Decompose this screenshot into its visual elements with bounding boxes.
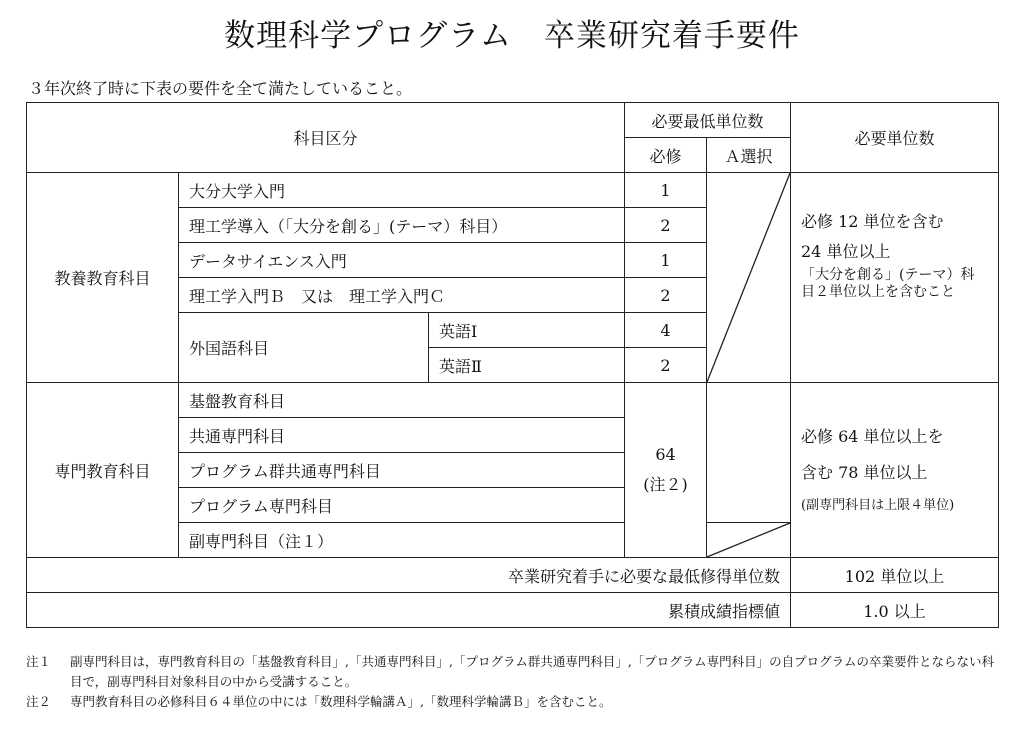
header-needed-units: 必要単位数 — [791, 103, 999, 173]
summary-gpa-value: 1.0 以上 — [791, 593, 999, 628]
liberal-row-name: 大分大学入門 — [179, 173, 625, 208]
foreign-language-item: 英語Ⅱ — [429, 348, 625, 383]
specialized-label: 専門教育科目 — [27, 383, 179, 558]
footnote-text: 専門教育科目の必修科目６４単位の中には「数理科学輪講Ａ」,「数理科学輪講Ｂ」を含むこと。 — [70, 694, 612, 709]
intro-text: ３年次終了時に下表の要件を全て満たしていること。 — [28, 79, 413, 98]
specialized-row-name: プログラム群共通専門科目 — [179, 453, 625, 488]
foreign-language-label: 外国語科目 — [179, 313, 429, 383]
liberal-row-name: 理工学入門Ｂ 又は 理工学入門Ｃ — [179, 278, 625, 313]
diagonal-line — [707, 173, 790, 382]
specialized-row-name: 共通専門科目 — [179, 418, 625, 453]
specialized-row-name: プログラム専門科目 — [179, 488, 625, 523]
foreign-language-units: 2 — [625, 348, 707, 383]
foreign-language-units: 4 — [625, 313, 707, 348]
summary-min-units-value: 102 単位以上 — [791, 558, 999, 593]
summary-min-units-label: 卒業研究着手に必要な最低修得単位数 — [27, 558, 791, 593]
header-required: 必修 — [625, 138, 707, 173]
header-a-elective: Ａ選択 — [707, 138, 791, 173]
specialized-requirement-line2: 含む 78 単位以上 — [801, 463, 928, 482]
liberal-row-units: 1 — [625, 173, 707, 208]
header-category: 科目区分 — [27, 103, 625, 173]
foreign-language-item: 英語Ⅰ — [429, 313, 625, 348]
footnote-key: 注１ — [26, 654, 52, 669]
specialized-a-elective-empty — [707, 383, 791, 523]
footnote-text: 副専門科目は，専門教育科目の「基盤教育科目」,「共通専門科目」,「プログラム群共通専門科目」,「プログラム専門科目」の自プログラムの卒業要件とならない科目で，副専門科目対象科目の中から受講すること。 — [70, 654, 995, 689]
liberal-requirement-line2: 24 単位以上 — [801, 242, 891, 261]
summary-gpa-label: 累積成績指標値 — [27, 593, 791, 628]
footnote-key: 注２ — [26, 694, 52, 709]
liberal-row-units: 2 — [625, 208, 707, 243]
footnotes — [26, 652, 1006, 712]
liberal-requirement — [791, 173, 999, 383]
liberal-a-elective-diagonal — [707, 173, 791, 383]
liberal-requirement-line1: 必修 12 単位を含む — [801, 212, 944, 231]
minor-a-elective-diagonal — [707, 523, 791, 558]
specialized-requirement-note: (副専門科目は上限４単位) — [801, 498, 955, 513]
page-title: 数理科学プログラム 卒業研究着手要件 — [224, 18, 800, 54]
footnote — [26, 652, 1006, 692]
liberal-row-units: 2 — [625, 278, 707, 313]
specialized-requirement — [791, 383, 999, 558]
specialized-units — [625, 383, 707, 558]
specialized-units-note: (注２) — [643, 475, 688, 494]
specialized-units-value: 64 — [655, 445, 676, 464]
liberal-row-name: 理工学導入（「大分を創る」(テーマ）科目） — [179, 208, 625, 243]
requirements-table — [26, 102, 999, 628]
footnote — [26, 692, 1006, 712]
liberal-label: 教養教育科目 — [27, 173, 179, 383]
specialized-row-name: 基盤教育科目 — [179, 383, 625, 418]
specialized-row-name: 副専門科目（注１） — [179, 523, 625, 558]
liberal-row-units: 1 — [625, 243, 707, 278]
specialized-requirement-line1: 必修 64 単位以上を — [801, 427, 944, 446]
diagonal-line — [707, 523, 790, 557]
header-min-units: 必要最低単位数 — [625, 103, 791, 138]
liberal-row-name: データサイエンス入門 — [179, 243, 625, 278]
liberal-requirement-note: 「大分を創る」(テーマ）科目２単位以上を含むこと — [801, 267, 975, 300]
